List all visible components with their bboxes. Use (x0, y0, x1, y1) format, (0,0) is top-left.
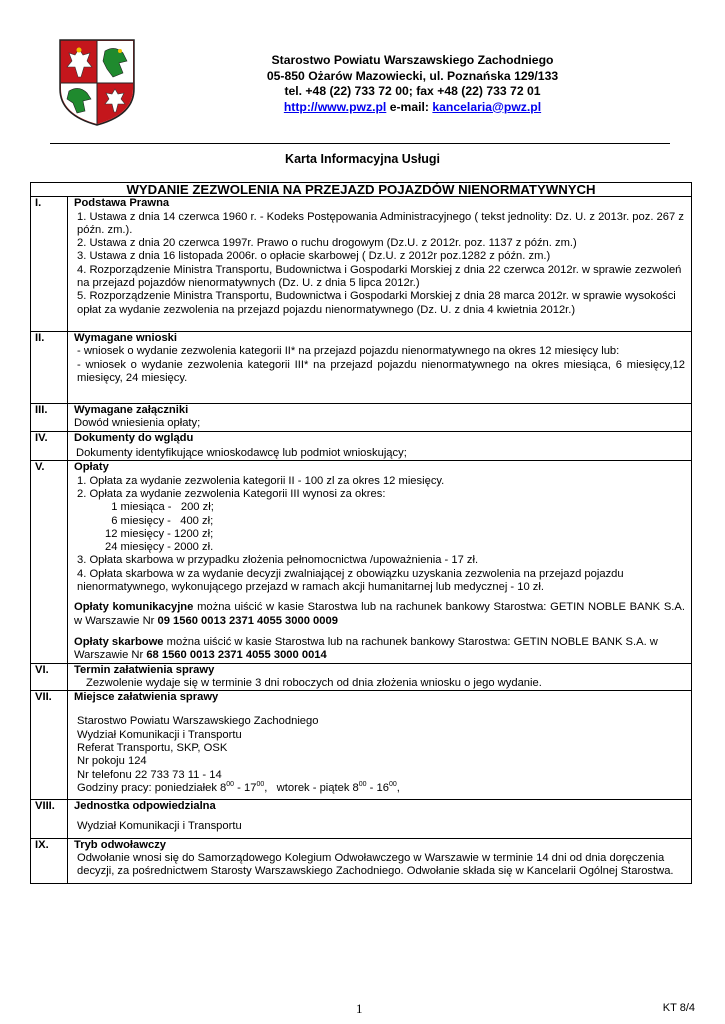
section-number: III. (31, 404, 68, 432)
list-item: 5. Rozporządzenie Ministra Transportu, Budownictwa i Gospodarki Morskiej z dnia 28 marca 2012r. w sprawie wysokości opłat za wydanie zezwolenia na przejazd pojazdu nienormatywnego (Dz. U. z dnia 4 kwietnia 2012r.) (77, 290, 676, 316)
section-title: Podstawa Prawna (74, 197, 170, 210)
website-link[interactable]: http://www.pwz.pl (283, 99, 387, 114)
org-address: 05-850 Ożarów Mazowiecki, ul. Poznańska 129/133 (266, 68, 559, 83)
section-title: Miejsce załatwienia sprawy (74, 691, 219, 704)
office-line: Nr telefonu 22 733 73 11 - 14 (77, 768, 222, 781)
section-text: Odwołanie wnosi się do Samorządowego Kolegium Odwoławczego w Warszawie w terminie 14 dni od dnia doręczenia decyzji, za pośrednictwem Starosty Warszawskiego Zachodniego. Odwołanie składa się w Kancelarii Ogólnej Starostwa. (77, 852, 674, 878)
section-title: Opłaty (74, 461, 109, 474)
org-name: Starostwo Powiatu Warszawskiego Zachodniego (271, 53, 554, 67)
section-text: Zezwolenie wydaje się w terminie 3 dni roboczych od dnia złożenia wniosku o jego wydanie. (86, 676, 542, 689)
header-block (190, 53, 635, 115)
section-title: Tryb odwoławczy (74, 838, 167, 851)
section-legal-basis (31, 197, 692, 332)
fee-item: 4. Opłata skarbowa w za wydanie decyzji zwalniającej z obowiązku uzyskania zezwolenia na przejazd pojazdu nienormatywnego, wykonującego przejazd w ramach akcji humanitarnej lub medycznej - 10 zł. (77, 567, 624, 594)
section-title: Wymagane wnioski (74, 331, 177, 344)
section-number: IX. (31, 838, 68, 883)
office-line: Nr pokoju 124 (77, 755, 147, 768)
section-text: Dokumenty identyfikujące wnioskodawcę lub podmiot wnioskujący; (76, 447, 407, 460)
section-required-attachments (31, 404, 692, 432)
list-item: - wniosek o wydanie zezwolenia kategorii II* na przejazd pojazdu nienormatywnego na okres 12 miesięcy lub: (77, 345, 620, 358)
stamp-fees-note (74, 636, 685, 663)
section-appeal-procedure (31, 838, 692, 883)
section-place-of-service (31, 691, 692, 800)
section-text: Wydział Komunikacji i Transportu (77, 820, 242, 833)
section-responsible-unit (31, 800, 692, 839)
email-link[interactable]: kancelaria@pwz.pl (432, 99, 542, 114)
org-phones: tel. +48 (22) 733 72 00; fax +48 (22) 733 72 01 (284, 84, 541, 98)
list-item: - wniosek o wydanie zezwolenia kategorii III* na przejazd pojazdu nienormatywnego na okres miesiąca, 6 miesięcy,12 miesięcy, 24 miesięcy. (77, 358, 685, 384)
section-number: VIII. (31, 800, 68, 839)
fee-item: 2. Opłata za wydanie zezwolenia Kategorii III wynosi za okres: (77, 487, 386, 500)
office-line: Referat Transportu, SKP, OSK (77, 741, 228, 754)
office-hours: Godziny pracy: poniedziałek $8^{00} - 17^{00}$, wtorek - piątek $8^{00} - 16^{00}$, (77, 780, 400, 794)
service-card-table (30, 182, 692, 884)
section-number: V. (31, 461, 68, 663)
email-label: e-mail: (386, 99, 433, 114)
communication-fees-text: można uiścić w kasie Starostwa lub na rachunek bankowy Starostwa: GETIN NOBLE BANK S.A. w Warszawie Nr (74, 601, 685, 627)
list-item: 3. Ustawa z dnia 16 listopada 2006r. o opłacie skarbowej ( Dz.U. z 2012r poz.1282 z późn. zm.) (77, 250, 551, 263)
section-title: Termin załatwienia sprawy (74, 663, 215, 676)
section-fees (31, 461, 692, 663)
section-text: Dowód wniesienia opłaty; (74, 417, 201, 430)
office-line: Wydział Komunikacji i Transportu (77, 728, 242, 741)
fee-amount: 1 miesiąca - 200 zł; (105, 501, 214, 514)
list-item: 2. Ustawa z dnia 20 czerwca 1997r. Prawo o ruchu drogowym (Dz.U. z 2012r. poz. 1137 z późn. zm.) (77, 237, 577, 250)
stamp-fees-label: Opłaty skarbowe (74, 635, 164, 648)
section-number: VII. (31, 691, 68, 800)
fee-item: 1. Opłata za wydanie zezwolenia kategorii II - 100 zl za okres 12 miesięcy. (77, 474, 445, 487)
section-documents-to-view (31, 431, 692, 461)
header-divider (50, 143, 670, 144)
communication-fees-account: 09 1560 0013 2371 4055 3000 0009 (157, 614, 338, 627)
communication-fees-note (74, 601, 685, 628)
fee-item: 3. Opłata skarbowa w przypadku złożenia pełnomocnictwa /upoważnienia - 17 zł. (77, 554, 479, 567)
county-crest-icon (57, 37, 137, 127)
section-number: I. (31, 197, 68, 332)
main-title: WYDANIE ZEZWOLENIA NA PRZEJAZD POJAZDÓW NIENORMATYWNYCH (31, 183, 692, 197)
stamp-fees-text: można uiścić w kasie Starostwa lub na rachunek bankowy Starostwa: GETIN NOBLE BANK S.A. w Warszawie Nr (74, 635, 658, 662)
communication-fees-label: Opłaty komunikacyjne (74, 601, 194, 614)
section-title: Jednostka odpowiedzialna (74, 800, 216, 813)
section-title: Dokumenty do wglądu (74, 431, 194, 444)
section-title: Wymagane załączniki (74, 404, 189, 417)
fee-amount: 6 miesięcy - 400 zł; (105, 514, 214, 527)
section-number: II. (31, 331, 68, 403)
page-number: 1 (356, 1001, 363, 1016)
office-line: Starostwo Powiatu Warszawskiego Zachodniego (77, 715, 319, 728)
document-code: KT 8/4 (662, 1002, 695, 1014)
org-contact (190, 100, 635, 116)
section-required-applications (31, 331, 692, 403)
list-item: 4. Rozporządzenie Ministra Transportu, Budownictwa i Gospodarki Morskiej z dnia 22 czerwca 2012r. w sprawie zezwoleń na przejazd pojazdów nienormatywnych (Dz. U. z dnia 5 lipca 2012r.) (77, 263, 682, 290)
stamp-fees-account: 68 1560 0013 2371 4055 3000 0014 (146, 649, 327, 662)
section-processing-time (31, 663, 692, 691)
section-number: IV. (31, 431, 68, 461)
section-number: VI. (31, 663, 68, 691)
fee-amount: 12 miesięcy - 1200 zł; (105, 527, 214, 540)
list-item: 1. Ustawa z dnia 14 czerwca 1960 r. - Kodeks Postępowania Administracyjnego ( tekst jednolity: Dz. U. z 2013r. poz. 267 z późn. zm.). (77, 210, 684, 236)
card-title: Karta Informacyjna Usługi (285, 152, 440, 166)
fee-amount: 24 miesięcy - 2000 zł. (105, 541, 214, 554)
